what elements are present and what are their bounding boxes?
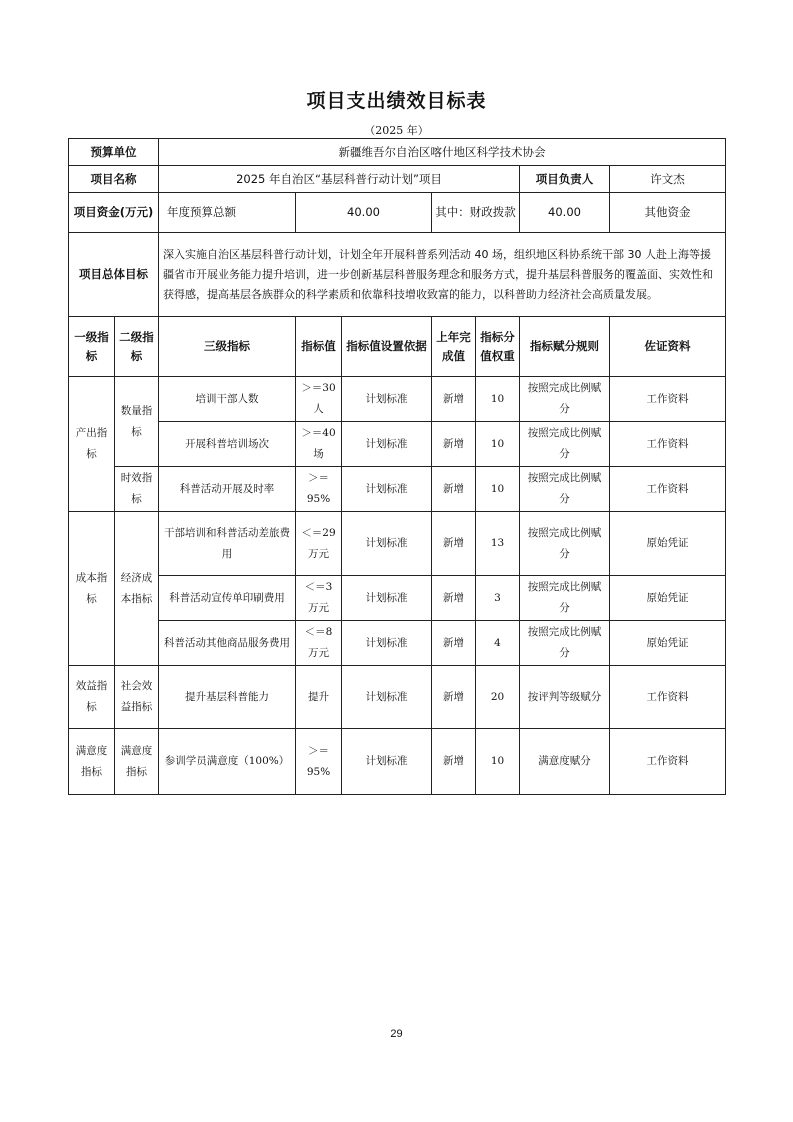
project-name-label: 项目名称 bbox=[69, 166, 159, 193]
indicator-value: 提升 bbox=[296, 666, 342, 729]
year-label: （2025 年） bbox=[364, 124, 429, 137]
col-last-year: 上年完成值 bbox=[432, 317, 476, 377]
goal-label: 项目总体目标 bbox=[69, 233, 159, 317]
page-title: 项目支出绩效目标表 bbox=[306, 90, 487, 112]
project-leader-label: 项目负责人 bbox=[520, 166, 610, 193]
budget-unit-label: 预算单位 bbox=[69, 139, 159, 166]
indicator-basis: 计划标准 bbox=[342, 729, 432, 795]
indicator-rule: 按照完成比例赋分 bbox=[520, 576, 610, 621]
indicator-evidence: 原始凭证 bbox=[610, 576, 726, 621]
group-quantity: 数量指标 bbox=[115, 377, 159, 467]
group-satisfaction-sub: 满意度指标 bbox=[115, 729, 159, 795]
table-row bbox=[69, 422, 726, 467]
table-row bbox=[69, 621, 726, 666]
table-row bbox=[69, 512, 726, 576]
indicator-weight: 4 bbox=[476, 621, 520, 666]
indicator-name: 干部培训和科普活动差旅费用 bbox=[159, 512, 296, 576]
table-row bbox=[69, 666, 726, 729]
indicator-rule: 按照完成比例赋分 bbox=[520, 422, 610, 467]
other-funds-label: 其他资金 bbox=[610, 193, 726, 233]
page-number: 29 bbox=[390, 1028, 403, 1040]
indicator-last-year: 新增 bbox=[432, 666, 476, 729]
group-econ-cost: 经济成本指标 bbox=[115, 512, 159, 666]
indicator-rule: 满意度赋分 bbox=[520, 729, 610, 795]
col-level2: 二级指标 bbox=[115, 317, 159, 377]
funds-label: 项目资金(万元) bbox=[69, 193, 159, 233]
col-basis: 指标值设置依据 bbox=[342, 317, 432, 377]
indicator-weight: 10 bbox=[476, 467, 520, 512]
group-timeliness: 时效指标 bbox=[115, 467, 159, 512]
indicator-rule: 按照完成比例赋分 bbox=[520, 467, 610, 512]
group-benefit: 效益指标 bbox=[69, 666, 115, 729]
indicator-name: 提升基层科普能力 bbox=[159, 666, 296, 729]
indicator-basis: 计划标准 bbox=[342, 512, 432, 576]
col-rule: 指标赋分规则 bbox=[520, 317, 610, 377]
goal-text: 深入实施自治区基层科普行动计划，计划全年开展科普系列活动 40 场，组织地区科协系统干部 30 人赴上海等援疆省市开展业务能力提升培训，进一步创新基层科普服务理念和服务方式，提升基层科普服务的覆盖面、实效性和获得感，提高基层各族群众的科学素质和依靠科技增收致富的能力，以科普助力经济社会高质量发展。 bbox=[159, 233, 726, 317]
indicator-name: 科普活动宣传单印刷费用 bbox=[159, 576, 296, 621]
indicator-basis: 计划标准 bbox=[342, 621, 432, 666]
indicator-weight: 10 bbox=[476, 377, 520, 422]
indicator-weight: 3 bbox=[476, 576, 520, 621]
table-row bbox=[69, 467, 726, 512]
indicator-last-year: 新增 bbox=[432, 729, 476, 795]
column-header-row bbox=[69, 317, 726, 377]
indicator-rule: 按照完成比例赋分 bbox=[520, 512, 610, 576]
group-social-benefit: 社会效益指标 bbox=[115, 666, 159, 729]
indicator-last-year: 新增 bbox=[432, 467, 476, 512]
fiscal-label: 其中：财政拨款 bbox=[432, 193, 520, 233]
budget-unit-value: 新疆维吾尔自治区喀什地区科学技术协会 bbox=[159, 139, 726, 166]
indicator-value: ＞＝30 人 bbox=[296, 377, 342, 422]
indicator-rule: 按照完成比例赋分 bbox=[520, 621, 610, 666]
group-satisfaction: 满意度指标 bbox=[69, 729, 115, 795]
indicator-rule: 按照完成比例赋分 bbox=[520, 377, 610, 422]
indicator-basis: 计划标准 bbox=[342, 422, 432, 467]
indicator-evidence: 工作资料 bbox=[610, 729, 726, 795]
project-name-row bbox=[69, 166, 726, 193]
indicator-last-year: 新增 bbox=[432, 512, 476, 576]
indicator-value: ＞＝95% bbox=[296, 467, 342, 512]
performance-table bbox=[68, 138, 726, 795]
indicator-name: 科普活动其他商品服务费用 bbox=[159, 621, 296, 666]
col-weight: 指标分值权重 bbox=[476, 317, 520, 377]
indicator-evidence: 工作资料 bbox=[610, 666, 726, 729]
group-output: 产出指标 bbox=[69, 377, 115, 512]
indicator-value: ＞＝95% bbox=[296, 729, 342, 795]
indicator-evidence: 工作资料 bbox=[610, 422, 726, 467]
table-row bbox=[69, 377, 726, 422]
budget-unit-row bbox=[69, 139, 726, 166]
project-leader-value: 许文杰 bbox=[610, 166, 726, 193]
goal-row bbox=[69, 233, 726, 317]
indicator-rule: 按评判等级赋分 bbox=[520, 666, 610, 729]
indicator-weight: 10 bbox=[476, 422, 520, 467]
indicator-evidence: 原始凭证 bbox=[610, 621, 726, 666]
indicator-last-year: 新增 bbox=[432, 621, 476, 666]
project-name-value: 2025 年自治区“基层科普行动计划”项目 bbox=[159, 166, 520, 193]
col-level3: 三级指标 bbox=[159, 317, 296, 377]
table-row bbox=[69, 729, 726, 795]
indicator-value: ＜＝29 万元 bbox=[296, 512, 342, 576]
indicator-basis: 计划标准 bbox=[342, 377, 432, 422]
indicator-evidence: 原始凭证 bbox=[610, 512, 726, 576]
fiscal-value: 40.00 bbox=[520, 193, 610, 233]
indicator-weight: 13 bbox=[476, 512, 520, 576]
indicator-evidence: 工作资料 bbox=[610, 377, 726, 422]
indicator-weight: 20 bbox=[476, 666, 520, 729]
table-row bbox=[69, 576, 726, 621]
indicator-name: 开展科普培训场次 bbox=[159, 422, 296, 467]
indicator-last-year: 新增 bbox=[432, 576, 476, 621]
indicator-name: 培训干部人数 bbox=[159, 377, 296, 422]
indicator-basis: 计划标准 bbox=[342, 467, 432, 512]
indicator-value: ＜＝3 万元 bbox=[296, 576, 342, 621]
col-evidence: 佐证资料 bbox=[610, 317, 726, 377]
indicator-basis: 计划标准 bbox=[342, 666, 432, 729]
indicator-last-year: 新增 bbox=[432, 422, 476, 467]
funds-row bbox=[69, 193, 726, 233]
annual-budget-value: 40.00 bbox=[296, 193, 432, 233]
indicator-evidence: 工作资料 bbox=[610, 467, 726, 512]
annual-budget-label: 年度预算总额 bbox=[159, 193, 296, 233]
col-value: 指标值 bbox=[296, 317, 342, 377]
indicator-last-year: 新增 bbox=[432, 377, 476, 422]
indicator-name: 科普活动开展及时率 bbox=[159, 467, 296, 512]
indicator-weight: 10 bbox=[476, 729, 520, 795]
indicator-name: 参训学员满意度（100%） bbox=[159, 729, 296, 795]
indicator-basis: 计划标准 bbox=[342, 576, 432, 621]
group-cost: 成本指标 bbox=[69, 512, 115, 666]
col-level1: 一级指标 bbox=[69, 317, 115, 377]
indicator-value: ＞＝40 场 bbox=[296, 422, 342, 467]
indicator-value: ＜＝8 万元 bbox=[296, 621, 342, 666]
